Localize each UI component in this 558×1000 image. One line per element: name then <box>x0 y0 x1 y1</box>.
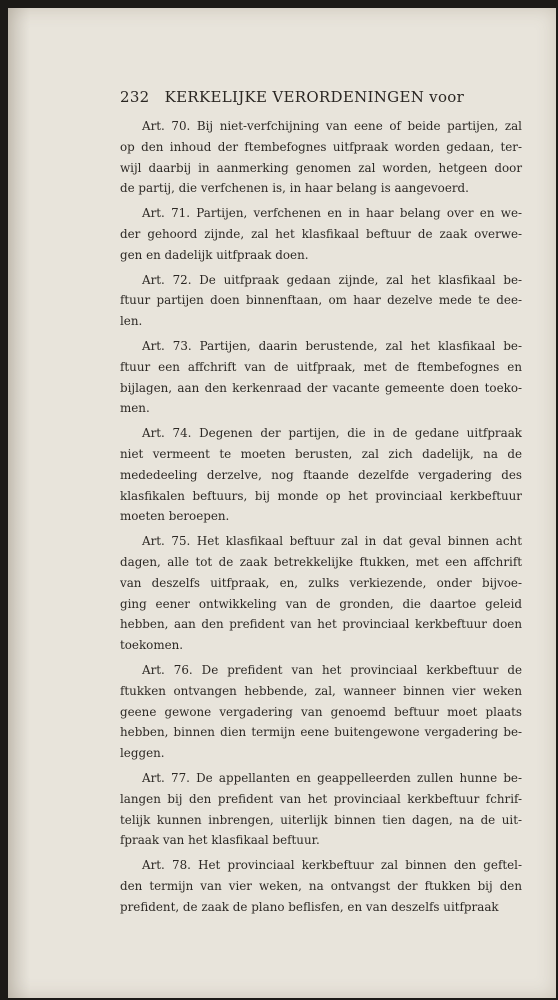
text-line: moeten beroepen. <box>120 509 230 524</box>
article-paragraph <box>120 203 522 265</box>
article-paragraph <box>120 855 522 917</box>
text-line: van deszelfs uitfpraak, en, zulks verkiezende, onder bijvoe- <box>120 575 522 590</box>
text-line: men. <box>120 401 150 416</box>
text-line: den termijn van vier weken, na ontvangst der ftukken bij den <box>120 878 522 893</box>
text-line: wijl daarbij in aanmerking genomen zal worden, hetgeen door <box>120 160 522 175</box>
text-line: Art. 76. De prefident van het provinciaal kerkbeftuur de <box>142 662 522 677</box>
text-line: niet vermeent te moeten berusten, zal zich dadelijk, na de <box>120 446 522 461</box>
article-paragraph <box>120 270 522 332</box>
text-line: len. <box>120 314 143 329</box>
text-line: geene gewone vergadering van genoemd beftuur moet plaats <box>120 704 522 719</box>
text-line: hebben, binnen dien termijn eene buitengewone vergadering be- <box>120 725 522 740</box>
body-text <box>120 116 522 921</box>
text-line: Art. 72. De uitfpraak gedaan zijnde, zal het klasfikaal be- <box>142 272 522 287</box>
text-line: fpraak van het klasfikaal beftuur. <box>120 833 320 848</box>
text-line: dagen, alle tot de zaak betrekkelijke ftukken, met een affchrift <box>120 554 522 569</box>
text-line: Art. 75. Het klasfikaal beftuur zal in dat geval binnen acht <box>142 534 522 549</box>
text-line: ftuur partijen doen binnenftaan, om haar dezelve mede te dee- <box>120 293 522 308</box>
text-line: Art. 74. Degenen der partijen, die in de gedane uitfpraak <box>142 426 522 441</box>
text-line: Art. 71. Partijen, verfchenen en in haar belang over en we- <box>142 206 522 221</box>
text-line: op den inhoud der ftembefognes uitfpraak worden gedaan, ter- <box>120 139 522 154</box>
text-line: ftukken ontvangen hebbende, zal, wanneer binnen vier weken <box>120 683 522 698</box>
article-paragraph <box>120 660 522 764</box>
text-line: Art. 77. De appellanten en geappelleerden zullen hunne be- <box>142 770 522 785</box>
text-line: de partij, die verfchenen is, in haar belang is aangevoerd. <box>120 181 469 196</box>
text-line: Art. 70. Bij niet-verfchijning van eene of beide partijen, zal <box>142 119 522 133</box>
text-line: Art. 73. Partijen, daarin berustende, zal het klasfikaal be- <box>142 338 522 353</box>
text-line: der gehoord zijnde, zal het klasfikaal beftuur de zaak overwe- <box>120 226 522 241</box>
text-line: leggen. <box>120 746 165 761</box>
page-number: 232 <box>120 88 150 106</box>
article-paragraph <box>120 768 522 851</box>
article-paragraph <box>120 531 522 656</box>
text-line: ftuur een affchrift van de uitfpraak, met de ftembefognes en <box>120 359 522 374</box>
text-line: bijlagen, aan den kerkenraad der vacante gemeente doen toeko- <box>120 380 522 395</box>
text-line: Art. 78. Het provinciaal kerkbeftuur zal binnen den geftel- <box>142 858 522 873</box>
article-paragraph <box>120 423 522 527</box>
text-line: toekomen. <box>120 638 184 653</box>
article-paragraph <box>120 116 522 199</box>
page-gutter-shadow <box>8 8 30 998</box>
text-line: klasfikalen beftuurs, bij monde op het provinciaal kerkbeftuur <box>120 488 522 503</box>
text-line: gen en dadelijk uitfpraak doen. <box>120 247 309 262</box>
text-line: ging eener ontwikkeling van de gronden, die daartoe geleid <box>120 596 522 611</box>
running-header <box>120 88 540 112</box>
text-line: mededeeling derzelve, nog ftaande dezelfde vergadering des <box>120 467 522 482</box>
text-line: hebben, aan den prefident van het provinciaal kerkbeftuur doen <box>120 617 522 632</box>
article-paragraph <box>120 336 522 419</box>
text-line: langen bij den prefident van het provinciaal kerkbeftuur fchrif- <box>120 791 522 806</box>
text-line: prefident, de zaak de plano beflisfen, en van deszelfs uitfpraak <box>120 899 499 914</box>
text-line: telijk kunnen inbrengen, uiterlijk binnen tien dagen, na de uit- <box>120 812 522 827</box>
book-page <box>8 8 556 998</box>
running-title: KERKELIJKE VERORDENINGEN voor <box>164 88 465 106</box>
